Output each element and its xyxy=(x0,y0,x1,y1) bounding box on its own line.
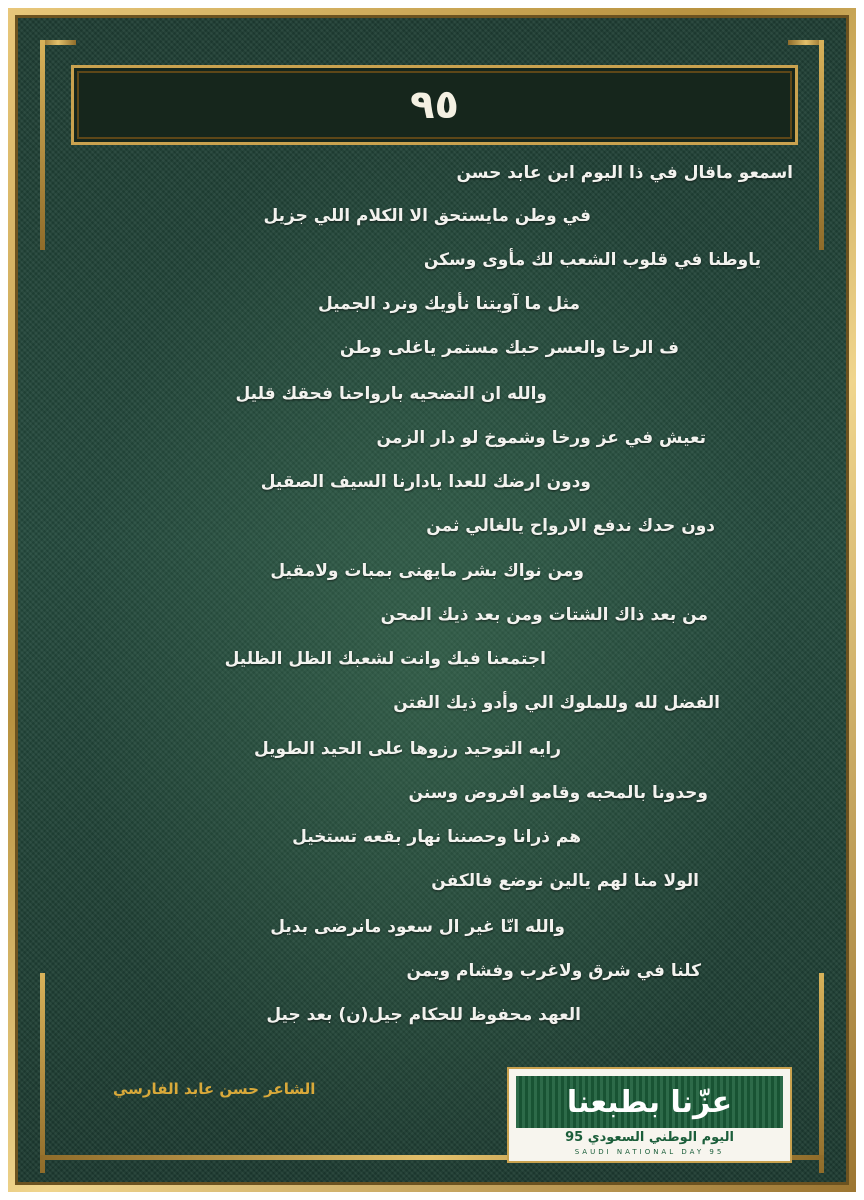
poem-line: كلنا في شرق ولاغرب وفشام ويمن xyxy=(406,961,701,981)
poem-line: رايه التوحيد رزوها على الحيد الطويل xyxy=(254,739,561,759)
logo-subtitle: اليوم الوطني السعودي 95 xyxy=(565,1130,734,1145)
frame-line xyxy=(819,40,824,250)
logo-banner xyxy=(516,1076,783,1128)
poem-line: ودون ارضك للعدا يادارنا السيف الصقيل xyxy=(260,472,591,492)
poem-line: هم ذرانا وحصننا نهار بقعه تستخيل xyxy=(292,827,581,847)
poem-line: الولا منا لهم يالين نوضع فالكفن xyxy=(431,871,699,891)
poem-line: دون حدك ندفع الارواح يالغالي ثمن xyxy=(426,516,715,536)
national-day-logo xyxy=(507,1067,792,1163)
poem-line: والله انّا غير ال سعود مانرضى بديل xyxy=(270,917,565,937)
poem-line: تعيش في عز ورخا وشموخ لو دار الزمن xyxy=(376,428,706,448)
page-frame xyxy=(8,8,856,1192)
logo-english: SAUDI NATIONAL DAY 95 xyxy=(574,1148,725,1156)
poem-line: ياوطنا في قلوب الشعب لك مأوى وسكن xyxy=(423,250,761,270)
logo-slogan: عزّنا بطبعنا xyxy=(566,1084,733,1120)
poem-line: اسمعو ماقال في ذا اليوم ابن عابد حسن xyxy=(456,163,793,183)
poem-line: الفضل لله وللملوك الي وأدو ذيك الفتن xyxy=(393,693,720,713)
green-panel xyxy=(15,15,849,1185)
poem-line: من بعد ذاك الشتات ومن بعد ذيك المحن xyxy=(380,605,708,625)
poem-line: ف الرخا والعسر حبك مستمر ياغلى وطن xyxy=(339,338,679,358)
frame-line xyxy=(40,40,45,250)
title-box xyxy=(71,65,798,145)
poet-signature: الشاعر حسن عابد الفارسي xyxy=(113,1080,316,1098)
title-number: ٩٥ xyxy=(410,82,459,128)
poem-line: في وطن مايستحق الا الكلام اللي جزيل xyxy=(263,206,591,226)
frame-line xyxy=(819,973,824,1173)
poem-line: ومن نواك بشر مايهنى بمبات ولامقيل xyxy=(270,561,584,581)
poem-line: والله ان التضحيه بارواحنا فحقك قليل xyxy=(235,384,547,404)
frame-line xyxy=(40,973,45,1173)
poem-line: العهد محفوظ للحكام جيل(ن) بعد جيل xyxy=(266,1005,581,1025)
poem-line: مثل ما آويتنا نأويك ونرد الجميل xyxy=(318,294,580,314)
poem-line: اجتمعنا فيك وانت لشعبك الظل الظليل xyxy=(224,649,546,669)
poem-line: وحدونا بالمحبه وقامو افروض وسنن xyxy=(408,783,708,803)
frame-line xyxy=(40,40,76,45)
